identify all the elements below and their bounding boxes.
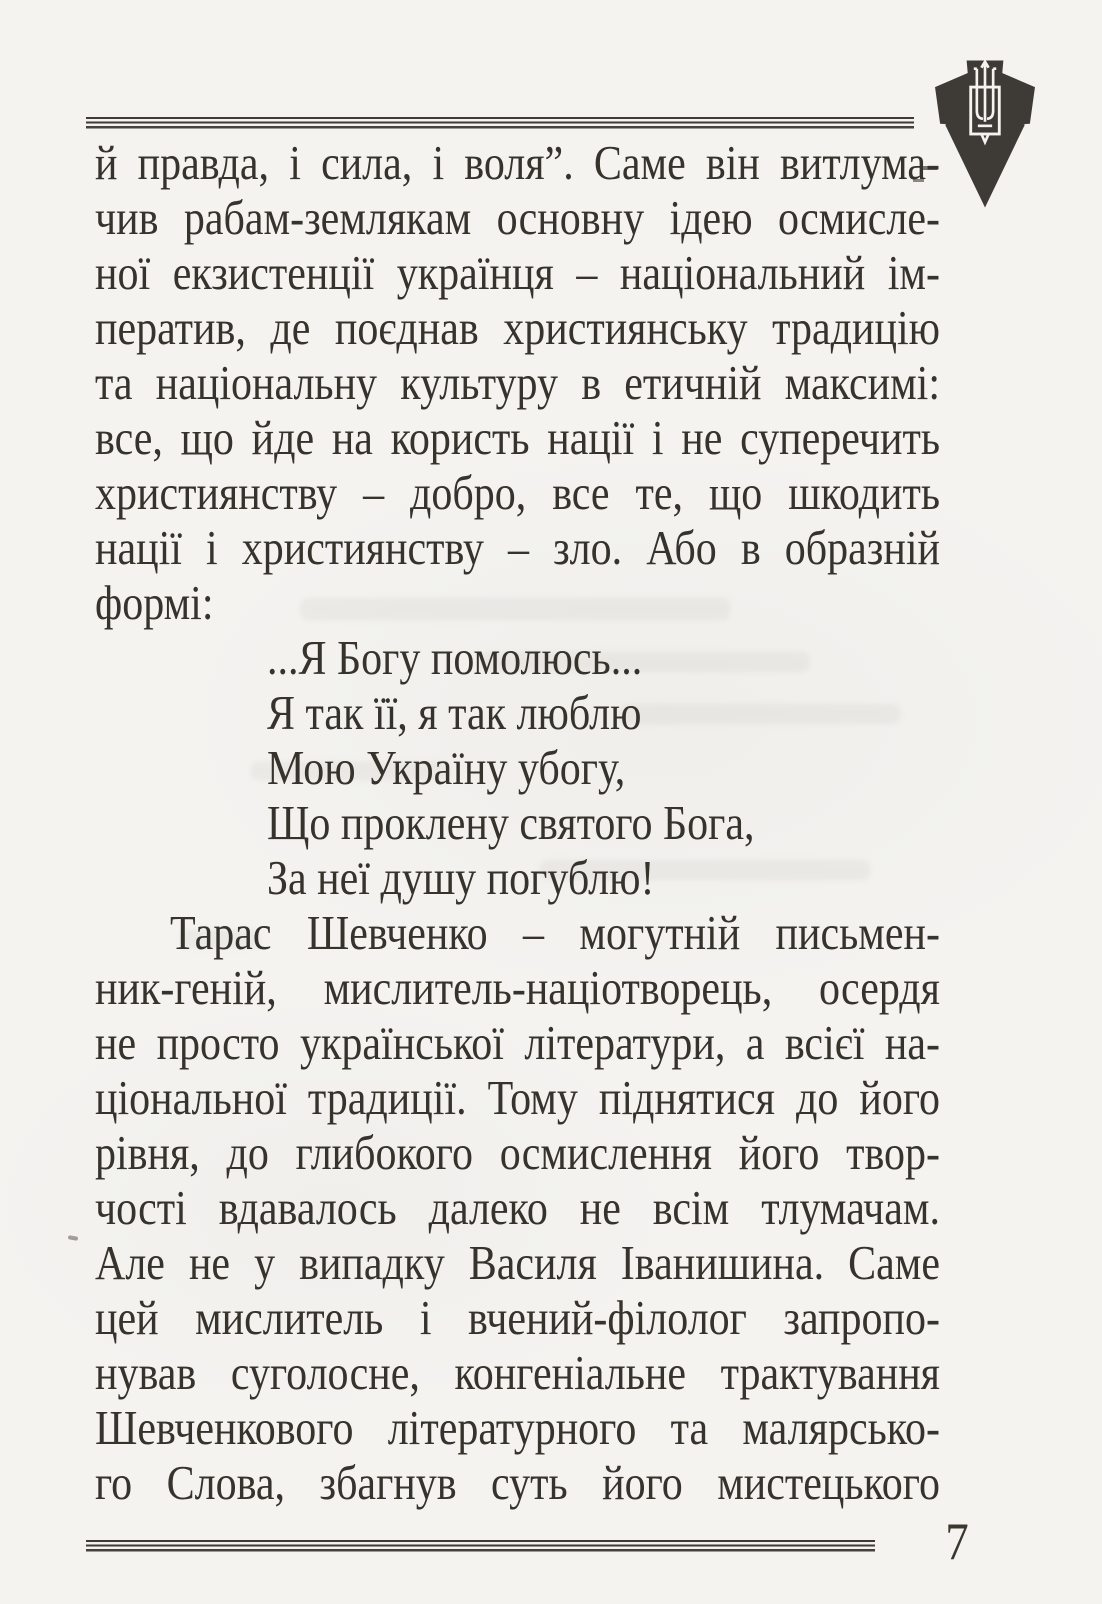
text-line: ної екзистенції українця – національний ім- xyxy=(95,247,940,301)
text-line: цей мислитель і вчений-філолог запропо- xyxy=(95,1292,940,1346)
text-line: го Слова, збагнув суть його мистецького xyxy=(95,1457,940,1511)
text-line: та національну культуру в етичній максимі: xyxy=(95,357,940,411)
text-line: Але не у випадку Василя Іванишина. Саме xyxy=(95,1237,940,1291)
text-line: все, що йде на користь нації і не суперечить xyxy=(95,412,940,466)
scan-artifact xyxy=(68,1235,79,1241)
text-line: й правда, і сила, і воля”. Саме він витлума- xyxy=(95,137,940,191)
text-line: нував суголосне, конгеніальне трактування xyxy=(95,1347,940,1401)
poem-line: ...Я Богу помолюсь... xyxy=(267,632,643,686)
tryzub-emblem-icon xyxy=(934,58,1036,210)
page-number: 7 xyxy=(945,1513,969,1573)
text-line: ціональної традиції. Тому піднятися до його xyxy=(95,1072,940,1126)
text-line: ник-геній, мислитель-націотворець, осердя xyxy=(95,962,940,1016)
text-line: християнству – добро, все те, що шкодить xyxy=(95,467,940,521)
footer-rule xyxy=(86,1540,875,1552)
text-line: чості вдавалось далеко не всім тлумачам. xyxy=(95,1182,940,1236)
text-line: нації і християнству – зло. Або в образній xyxy=(95,522,940,576)
text-line: Шевченкового літературного та малярсько- xyxy=(95,1402,940,1456)
text-line: формі: xyxy=(95,577,214,631)
text-line: ператив, де поєднав християнську традицію xyxy=(95,302,940,356)
poem-line: Мою Україну убогу, xyxy=(267,742,626,796)
page-text-block xyxy=(95,137,940,1512)
text-line: рівня, до глибокого осмислення його твор- xyxy=(95,1127,940,1181)
text-line: не просто української літератури, а всієї на- xyxy=(95,1017,940,1071)
text-line: Тарас Шевченко – могутній письмен- xyxy=(170,907,940,961)
poem-line: Я так її, я так люблю xyxy=(267,687,642,741)
poem-line: Що проклену святого Бога, xyxy=(267,797,755,851)
poem-line: За неї душу погублю! xyxy=(267,852,655,906)
header-rule xyxy=(86,117,914,129)
text-line: чив рабам-землякам основну ідею осмисле- xyxy=(95,192,940,246)
